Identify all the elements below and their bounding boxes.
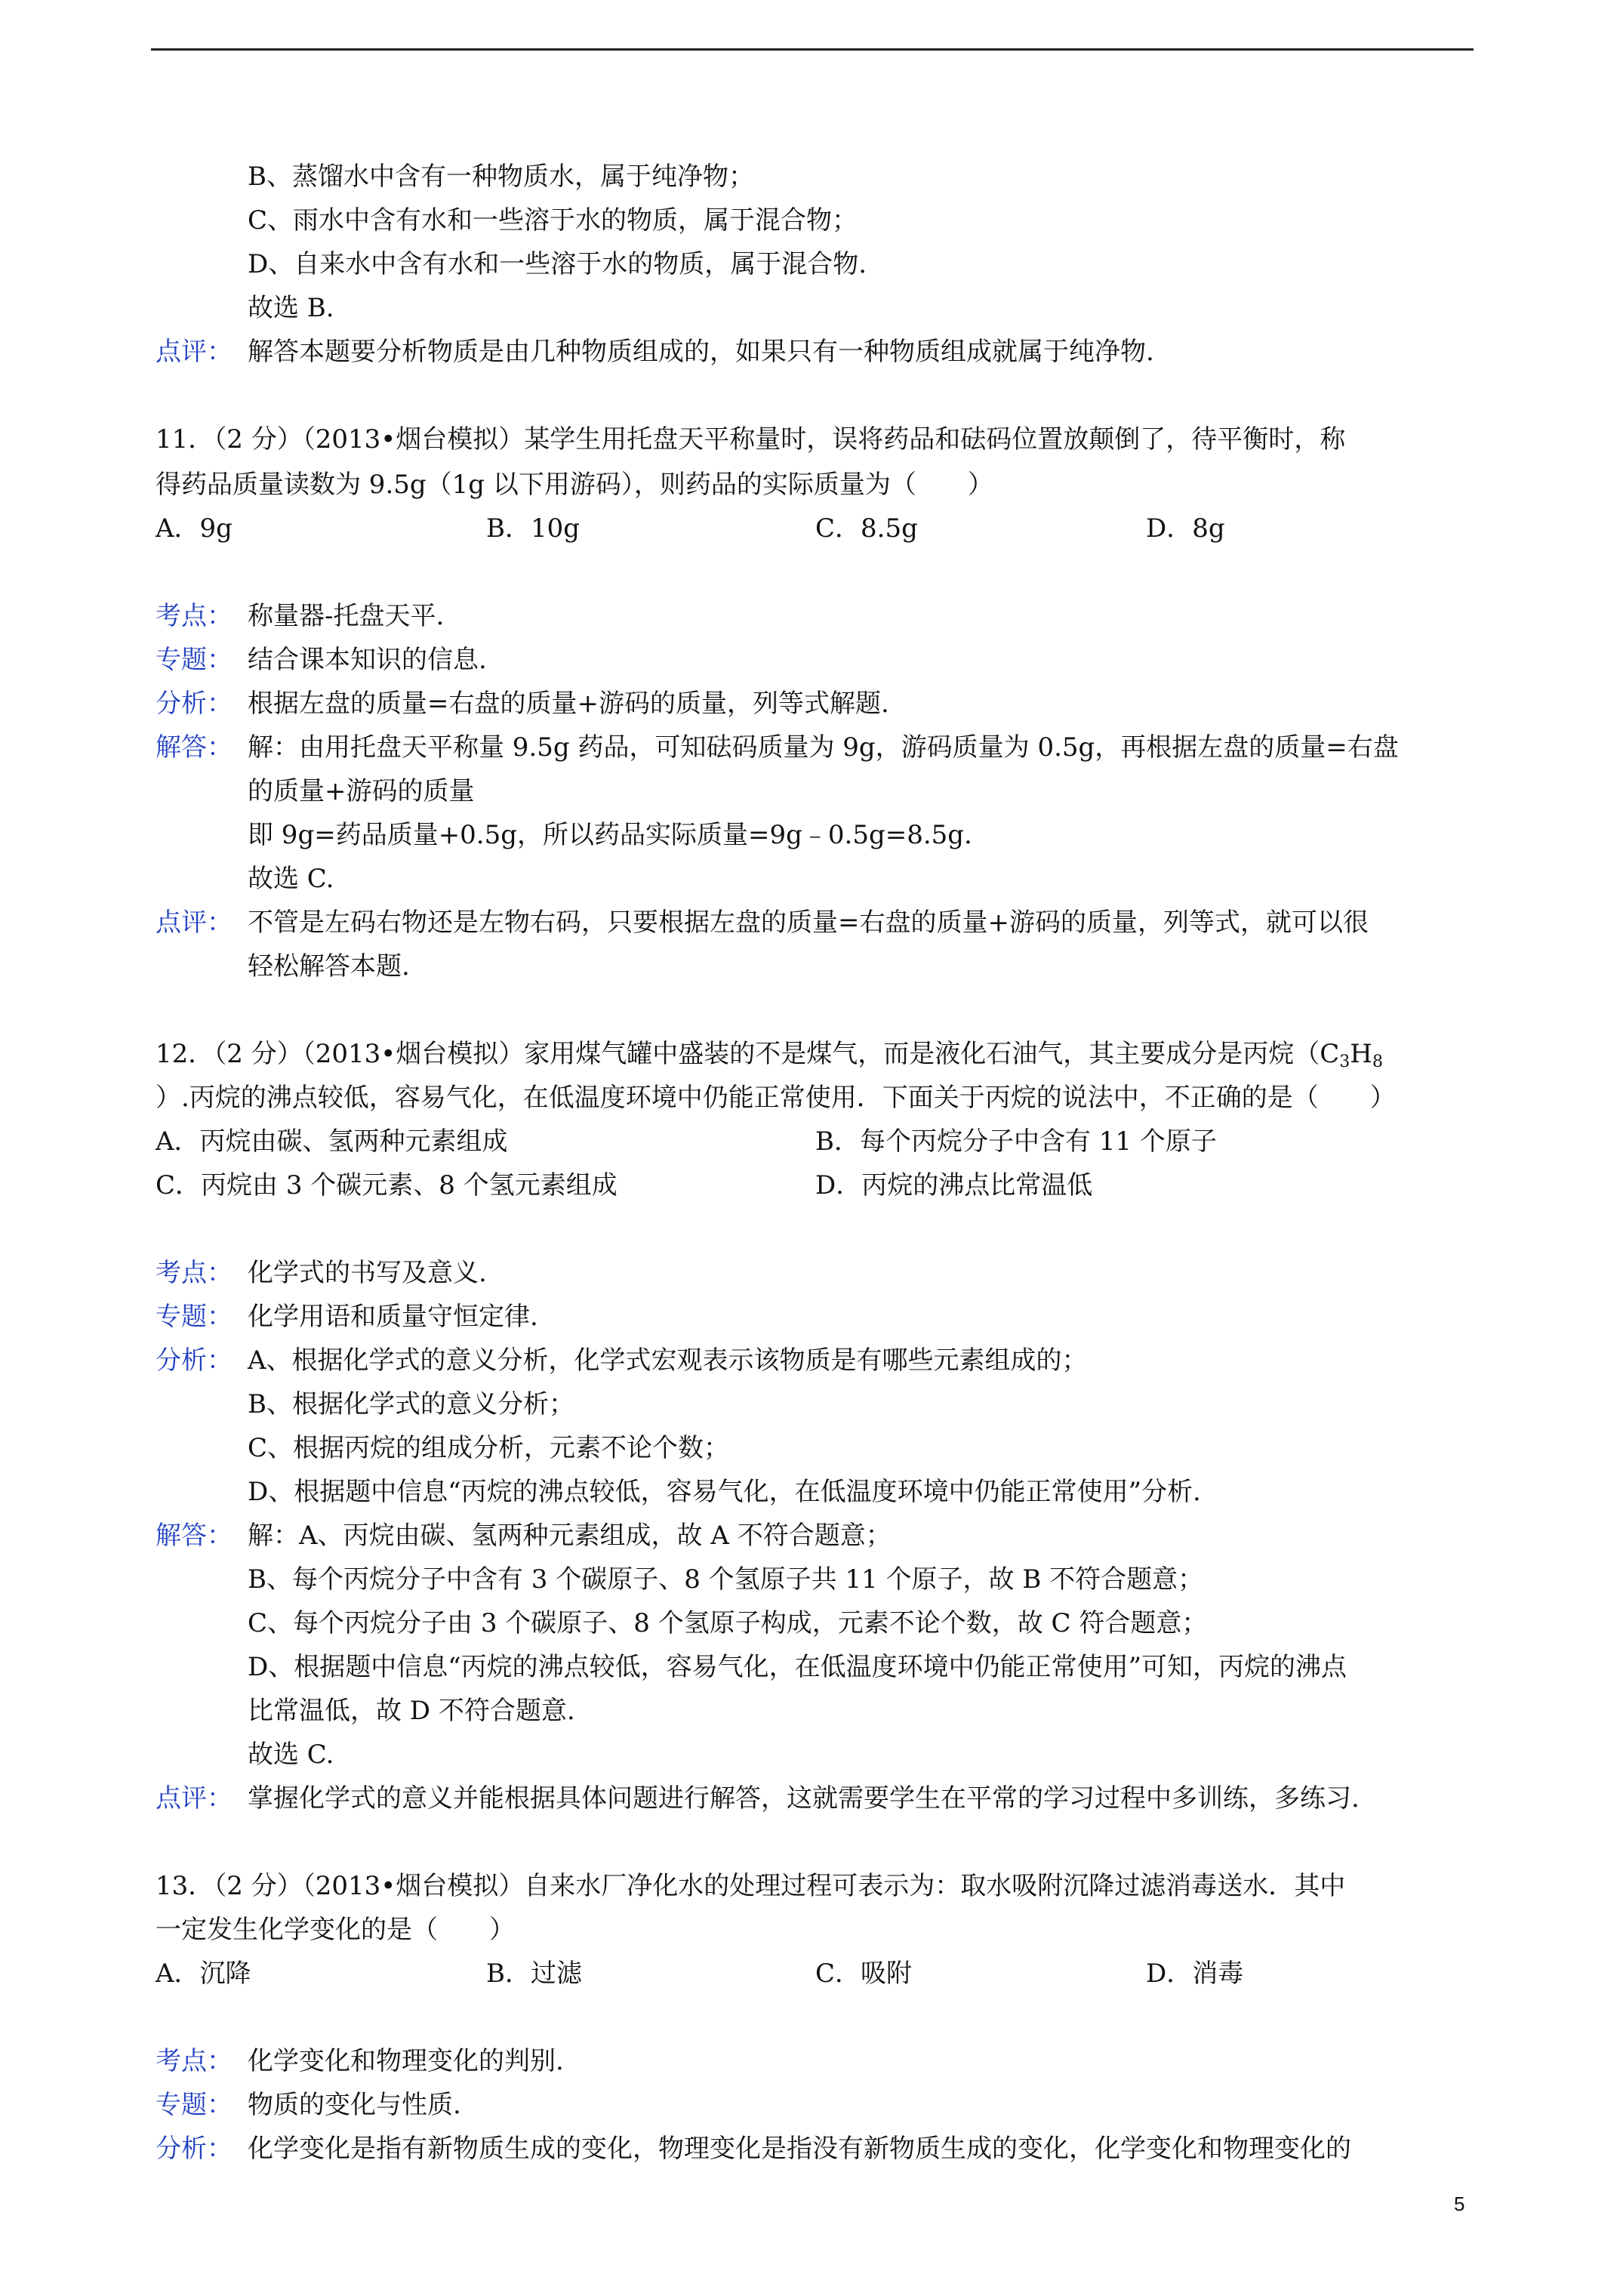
q12-jieda-line: C、每个丙烷分子由 3 个碳原子、8 个氢原子构成，元素不论个数，故 C 符合题意； xyxy=(248,1608,1208,1638)
jieda-label: 解答： xyxy=(156,1521,233,1551)
q10-analysis-line: D、自来水中含有水和一些溶于水的物质，属于混合物. xyxy=(248,249,867,279)
q11-option-c: C．8.5g xyxy=(815,513,918,544)
q12-option-d: D．丙烷的沸点比常温低 xyxy=(815,1170,1093,1200)
q11-jieda-line: 的质量+游码的质量 xyxy=(248,776,475,806)
jieda-label: 解答： xyxy=(156,732,233,763)
comment-label: 点评： xyxy=(156,337,233,367)
comment-label: 点评： xyxy=(156,1783,233,1814)
zhuanti-text: 物质的变化与性质. xyxy=(248,2090,461,2120)
comment-text: 解答本题要分析物质是由几种物质组成的，如果只有一种物质组成就属于纯净物. xyxy=(248,337,1154,367)
q12-stem-line: ）.丙烷的沸点较低，容易气化，在低温度环境中仍能正常使用．下面关于丙烷的说法中，不正确的是（ ） xyxy=(156,1083,1396,1113)
q12-answer-line: 故选 C. xyxy=(248,1740,334,1770)
q12-jieda-line: D、根据题中信息“丙烷的沸点较低，容易气化，在低温度环境中仍能正常使用”可知，丙烷的沸点 xyxy=(248,1652,1347,1682)
q11-zhuanti xyxy=(156,643,487,676)
subscript: 3 xyxy=(1339,1052,1350,1071)
kaodian-text: 化学式的书写及意义. xyxy=(248,1258,487,1288)
q12-stem-text: 12．（2 分）（2013•烟台模拟）家用煤气罐中盛装的不是煤气，而是液化石油气，其主要成分是丙烷（C xyxy=(156,1039,1340,1069)
zhuanti-label: 专题： xyxy=(156,1302,233,1332)
q12-jieda-line: B、每个丙烷分子中含有 3 个碳原子、8 个氢原子共 11 个原子，故 B 不符合题意； xyxy=(248,1564,1204,1595)
q12-fenxi-line: D、根据题中信息“丙烷的沸点较低，容易气化，在低温度环境中仍能正常使用”分析. xyxy=(248,1477,1201,1507)
q11-stem-line: 得药品质量读数为 9.5g（1g 以下用游码），则药品的实际质量为（ ） xyxy=(156,470,993,500)
q13-option-a: A．沉降 xyxy=(156,1959,251,1989)
subscript: 8 xyxy=(1372,1052,1383,1071)
q12-zhuanti xyxy=(156,1300,538,1333)
q10-analysis-line: B、蒸馏水中含有一种物质水，属于纯净物； xyxy=(248,162,754,192)
q13-stem-line: 一定发生化学变化的是（ ） xyxy=(156,1915,515,1945)
page-number: 5 xyxy=(1454,2193,1465,2215)
q12-fenxi-line: C、根据丙烷的组成分析，元素不论个数； xyxy=(248,1433,730,1463)
q13-option-c: C．吸附 xyxy=(815,1959,913,1989)
comment-text: 掌握化学式的意义并能根据具体问题进行解答，这就需要学生在平常的学习过程中多训练，多练习. xyxy=(248,1783,1360,1814)
q12-option-b: B．每个丙烷分子中含有 11 个原子 xyxy=(815,1126,1217,1157)
q11-option-a: A．9g xyxy=(156,513,233,544)
q11-jieda xyxy=(156,731,1399,764)
kaodian-label: 考点： xyxy=(156,2046,233,2076)
q12-kaodian xyxy=(156,1256,487,1290)
hydrogen-symbol: H xyxy=(1350,1039,1372,1069)
q11-comment-line: 轻松解答本题. xyxy=(248,951,410,982)
q12-jieda xyxy=(156,1519,892,1552)
q11-comment xyxy=(156,906,1369,939)
zhuanti-label: 专题： xyxy=(156,645,233,675)
q13-zhuanti xyxy=(156,2088,461,2122)
kaodian-text: 称量器-托盘天平. xyxy=(248,601,445,631)
fenxi-label: 分析： xyxy=(156,1345,233,1376)
q10-analysis-line: C、雨水中含有水和一些溶于水的物质，属于混合物； xyxy=(248,205,858,236)
q10-answer-line: 故选 B. xyxy=(248,293,334,323)
q11-option-b: B．10g xyxy=(486,513,581,544)
q11-stem-line: 11．（2 分）（2013•烟台模拟）某学生用托盘天平称量时，误将药品和砝码位置放颠倒了，待平衡时，称 xyxy=(156,424,1346,455)
comment-text: 不管是左码右物还是左物右码，只要根据左盘的质量=右盘的质量+游码的质量，列等式，就可以很 xyxy=(248,908,1369,938)
fenxi-label: 分析： xyxy=(156,689,233,719)
jieda-text: 解：A、丙烷由碳、氢两种元素组成，故 A 不符合题意； xyxy=(248,1521,892,1551)
zhuanti-text: 结合课本知识的信息. xyxy=(248,645,487,675)
q12-fenxi-line: B、根据化学式的意义分析； xyxy=(248,1389,574,1419)
q13-option-b: B．过滤 xyxy=(486,1959,582,1989)
fenxi-text: 化学变化是指有新物质生成的变化，物理变化是指没有新物质生成的变化，化学变化和物理变化的 xyxy=(248,2134,1351,2164)
fenxi-text: A、根据化学式的意义分析，化学式宏观表示该物质是有哪些元素组成的； xyxy=(248,1345,1088,1376)
kaodian-label: 考点： xyxy=(156,601,233,631)
q13-kaodian xyxy=(156,2045,564,2078)
q11-jieda-line: 即 9g=药品质量+0.5g，所以药品实际质量=9g﹣0.5g=8.5g. xyxy=(248,820,972,850)
q11-fenxi xyxy=(156,687,889,720)
zhuanti-text: 化学用语和质量守恒定律. xyxy=(248,1302,538,1332)
jieda-text: 解：由用托盘天平称量 9.5g 药品，可知砝码质量为 9g，游码质量为 0.5g，再根据左盘的质量=右盘 xyxy=(248,732,1399,763)
q12-fenxi xyxy=(156,1344,1088,1377)
q10-comment xyxy=(156,335,1154,368)
q11-option-d: D．8g xyxy=(1146,513,1225,544)
q13-stem-line: 13．（2 分）（2013•烟台模拟）自来水厂净化水的处理过程可表示为：取水吸附沉降过滤消毒送水．其中 xyxy=(156,1871,1346,1901)
q13-fenxi xyxy=(156,2132,1351,2165)
q12-stem-line xyxy=(156,1037,1383,1071)
q12-option-c: C．丙烷由 3 个碳元素、8 个氢元素组成 xyxy=(156,1170,617,1200)
q13-option-d: D．消毒 xyxy=(1146,1959,1244,1989)
fenxi-text: 根据左盘的质量=右盘的质量+游码的质量，列等式解题. xyxy=(248,689,889,719)
q11-kaodian xyxy=(156,599,444,633)
q12-comment xyxy=(156,1782,1360,1815)
kaodian-label: 考点： xyxy=(156,1258,233,1288)
zhuanti-label: 专题： xyxy=(156,2090,233,2120)
fenxi-label: 分析： xyxy=(156,2134,233,2164)
q11-answer-line: 故选 C. xyxy=(248,864,334,894)
comment-label: 点评： xyxy=(156,908,233,938)
q12-jieda-line: 比常温低，故 D 不符合题意. xyxy=(248,1696,575,1726)
q12-option-a: A．丙烷由碳、氢两种元素组成 xyxy=(156,1126,508,1157)
kaodian-text: 化学变化和物理变化的判别. xyxy=(248,2046,564,2076)
header-rule xyxy=(151,48,1474,51)
